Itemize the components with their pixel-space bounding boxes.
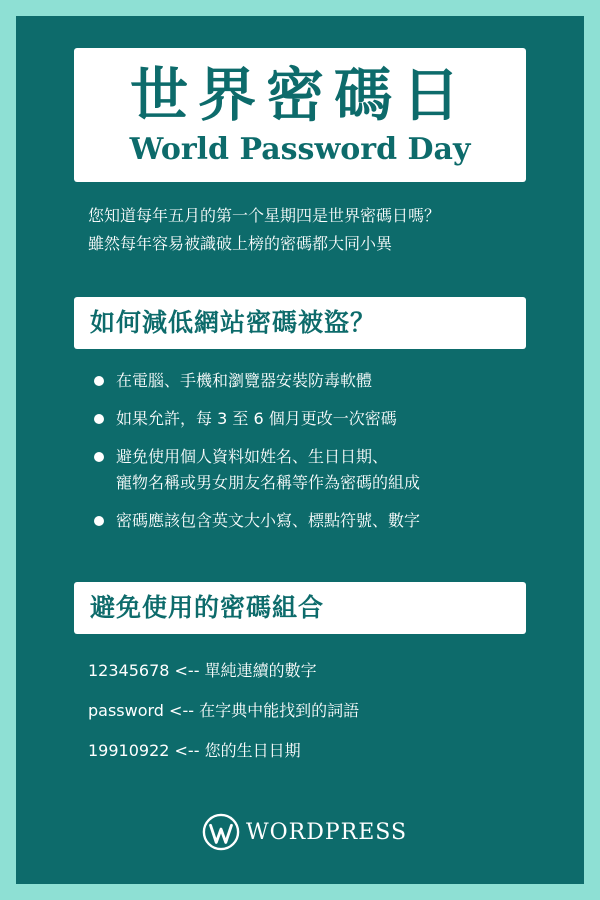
avoid-example: password <-- 在字典中能找到的詞語: [88, 701, 360, 720]
avoid-example: 12345678 <-- 單純連續的數字: [88, 661, 317, 680]
wordpress-wordmark: WORDPRESS: [246, 819, 408, 845]
tip-item: [92, 508, 572, 534]
tip-text: 在電腦、手機和瀏覽器安裝防毒軟體: [116, 371, 373, 390]
bullet-icon: [94, 516, 104, 526]
tip-text: 如果允許，每 3 至 6 個月更改一次密碼: [116, 409, 397, 428]
avoid-list: [88, 658, 568, 778]
tip-item: [92, 406, 572, 432]
bullet-icon: [94, 452, 104, 462]
intro-text: [88, 202, 568, 258]
intro-line-1: 您知道每年五月的第一个星期四是世界密碼日嗎？: [88, 206, 441, 225]
title-panel: [74, 48, 526, 182]
avoid-example: 19910922 <-- 您的生日日期: [88, 741, 301, 760]
tip-text: 密碼應該包含英文大小寫、標點符號、數字: [116, 511, 421, 530]
wordpress-icon: [202, 813, 240, 851]
bullet-icon: [94, 376, 104, 386]
tip-item: [92, 444, 572, 496]
poster-card: [16, 16, 584, 884]
wordpress-logo: [202, 812, 407, 852]
avoid-section-title: 避免使用的密碼組合: [90, 593, 325, 622]
tip-text: 避免使用個人資料如姓名、生日日期、: [116, 447, 389, 466]
reduce-section-header: [74, 297, 526, 349]
tip-text: 寵物名稱或男女朋友名稱等作為密碼的組成: [116, 473, 421, 492]
bullet-icon: [94, 414, 104, 424]
tips-list: [92, 368, 572, 546]
avoid-section-header: [74, 582, 526, 634]
title-chinese: 世界密碼日: [129, 61, 470, 129]
reduce-section-title: 如何減低網站密碼被盜？: [90, 308, 377, 337]
intro-line-2: 雖然每年容易被識破上榜的密碼都大同小異: [88, 234, 393, 253]
tip-item: [92, 368, 572, 394]
title-english: World Password Day: [129, 132, 471, 167]
